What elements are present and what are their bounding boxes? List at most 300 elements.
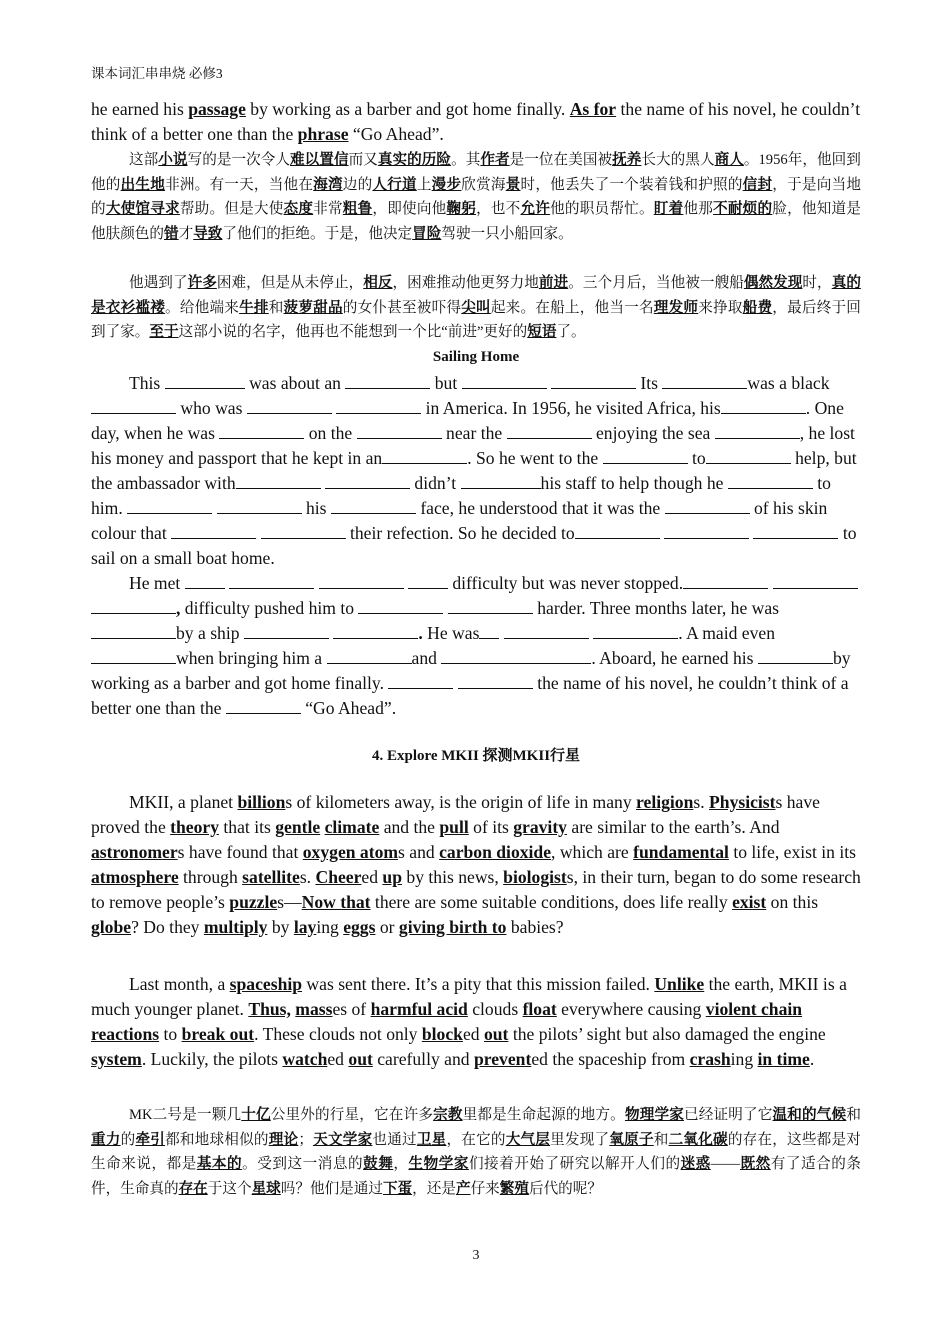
text-run: the pilots’ sight but also damaged the engine	[508, 1024, 826, 1044]
vocab-word: 重力	[91, 1131, 121, 1148]
text-run: 来挣取	[698, 299, 743, 316]
text-run: 驾驶一只小船回家。	[441, 225, 573, 242]
text-run: . So he went to the	[467, 448, 603, 468]
vocab-word: 物理学家	[624, 1107, 684, 1123]
text-run: ，于是向当地的	[91, 176, 861, 217]
text-run: through	[178, 867, 243, 887]
text-run: difficulty but was never stopped.	[447, 573, 684, 593]
vocab-word: 氧原子	[609, 1131, 654, 1148]
text-run: 上	[416, 176, 432, 193]
text-run: ，最后终于回到了家。	[91, 299, 861, 340]
blank-field[interactable]	[127, 496, 212, 514]
blank-field[interactable]	[331, 496, 416, 514]
blank-field[interactable]	[551, 371, 636, 389]
vocab-word: prevent	[473, 1049, 532, 1069]
text-run: ed the spaceship from	[531, 1049, 690, 1069]
text-run: es of	[332, 999, 371, 1019]
vocab-word: 基本的	[196, 1156, 243, 1172]
text-run: help, but the ambassador with	[91, 448, 857, 493]
blank-field[interactable]	[575, 521, 660, 539]
vocab-word: 冒险	[412, 225, 442, 242]
text-run: 他遇到了	[129, 275, 188, 291]
text-run: s have proved the	[91, 792, 820, 837]
mkii-english-paragraph-1	[91, 790, 861, 940]
text-run: s.	[299, 867, 316, 887]
text-run: harder. Three months later, he was	[532, 598, 780, 618]
blank-field[interactable]	[683, 571, 768, 589]
text-run: in America. In 1956, he visited Africa, his	[421, 398, 721, 418]
vocab-word: 宗教	[433, 1107, 463, 1123]
text-run: enjoying the sea	[591, 423, 715, 443]
text-run: by working as a barber and got home finally.	[91, 648, 851, 693]
text-run: ed	[327, 1049, 349, 1069]
text-run: 也通过	[372, 1131, 417, 1148]
vocab-word: billion	[237, 792, 286, 812]
vocab-word: float	[522, 999, 557, 1019]
text-run: s, in their turn, began to do some research to remove people’s	[91, 867, 861, 912]
vocab-word: passage	[188, 99, 246, 119]
vocab-word: 下蛋	[382, 1180, 413, 1197]
text-run: s.	[693, 792, 710, 812]
text-run: 了。	[556, 324, 586, 340]
vocab-word: 景	[505, 176, 521, 193]
text-run: the name of his novel, he couldn’t think of a better one than the	[91, 99, 861, 144]
blank-field[interactable]	[664, 521, 749, 539]
blank-field[interactable]	[261, 521, 346, 539]
text-run: who was	[176, 398, 247, 418]
text-run: difficulty pushed him to	[180, 598, 359, 618]
vocab-word: pull	[439, 817, 469, 837]
text-run: 。三个月后，当他被一艘船	[568, 275, 744, 291]
vocab-word: phrase	[297, 124, 349, 144]
vocab-word: 船费	[742, 299, 773, 316]
blank-field[interactable]	[217, 496, 302, 514]
mkii-english-paragraph-2	[91, 972, 861, 1072]
vocab-word: gentle	[275, 817, 321, 837]
blank-field[interactable]	[357, 421, 442, 439]
text-run: their refection. So he decided to	[345, 523, 575, 543]
text-run: 这部小说的名字，他再也不能想到一个比“前进”更好的	[178, 324, 528, 340]
vocab-word: 存在	[178, 1180, 208, 1197]
text-run: was a black	[747, 373, 830, 393]
blank-field[interactable]	[333, 621, 418, 639]
blank-field[interactable]	[758, 646, 833, 664]
text-run: , which are	[551, 842, 634, 862]
text-run: . Luckily, the pilots	[141, 1049, 283, 1069]
vocab-word: 抚养	[612, 152, 642, 168]
blank-field[interactable]	[715, 421, 800, 439]
text-run: ，	[393, 1156, 409, 1172]
page-number: 3	[472, 1248, 480, 1263]
vocab-word: biologist	[503, 867, 567, 887]
text-run: He was	[422, 623, 480, 643]
text-run: ing	[316, 917, 344, 937]
text-run: 非洲。有一天，当他在	[165, 176, 314, 193]
blank-field[interactable]	[706, 446, 791, 464]
vocab-word: out	[483, 1024, 509, 1044]
vocab-word: satellite	[242, 867, 300, 887]
text-run: there are some suitable conditions, does life really	[370, 892, 733, 912]
text-run: 起来。在船上，他当一名	[490, 299, 654, 316]
vocab-word: 偶然发现	[743, 275, 803, 291]
blank-field[interactable]	[665, 496, 750, 514]
text-run: 而又	[348, 152, 378, 168]
vocab-word: 许多	[187, 275, 217, 291]
vocab-word: fundamental	[633, 842, 729, 862]
blank-field[interactable]	[345, 371, 430, 389]
text-run: ，还是	[412, 1180, 456, 1197]
story-chinese-paragraph-2	[91, 271, 861, 345]
vocab-word: As for	[569, 99, 617, 119]
text-run: by this news,	[402, 867, 504, 887]
text-run: ——	[710, 1156, 740, 1172]
vocab-word: crash	[689, 1049, 731, 1069]
text-run: 和	[846, 1107, 861, 1123]
text-run: the earth, MKII is a much younger planet.	[91, 974, 847, 1019]
blank-field[interactable]	[244, 621, 329, 639]
vocab-word: 盯着	[653, 201, 684, 217]
mkii-chinese-paragraph	[91, 1103, 861, 1201]
blank-field[interactable]	[325, 471, 410, 489]
text-run: 和	[653, 1131, 669, 1148]
text-run: didn’t	[410, 473, 461, 493]
text-run: 帮助。但是大使	[179, 201, 284, 217]
blank-field[interactable]	[219, 421, 304, 439]
vocab-word: giving birth to	[398, 917, 507, 937]
vocab-word: astronomer	[91, 842, 178, 862]
text-run: . Aboard, he earned his	[591, 648, 758, 668]
blank-field[interactable]	[461, 471, 541, 489]
text-run: 了他们的拒绝。于是，他决定	[222, 225, 413, 242]
vocab-word: climate	[324, 817, 380, 837]
blank-field[interactable]	[388, 671, 453, 689]
text-run: and the	[379, 817, 440, 837]
text-run: on the	[304, 423, 357, 443]
text-run: “Go Ahead”.	[300, 698, 397, 718]
blank-field[interactable]	[91, 596, 176, 614]
vocab-word: Cheer	[315, 867, 362, 887]
vocab-word: lay	[293, 917, 317, 937]
blank-field[interactable]	[662, 371, 747, 389]
vocab-word: 鼓舞	[363, 1156, 394, 1172]
text-run: .	[809, 1049, 815, 1069]
vocab-word: 不耐烦的	[713, 201, 773, 217]
vocab-word: 生物学家	[408, 1156, 469, 1172]
vocab-word: violent chain reactions	[91, 999, 803, 1044]
text-run: MK二号是一颗几	[129, 1107, 242, 1123]
vocab-word: Physicist	[709, 792, 776, 812]
blank-field[interactable]	[603, 446, 688, 464]
text-run: ，在它的	[446, 1131, 506, 1148]
vocab-word: 短语	[527, 324, 557, 340]
vocab-word: 十亿	[241, 1107, 271, 1123]
blank-field[interactable]	[441, 646, 591, 664]
text-run: This	[129, 373, 165, 393]
text-run: 时，他丢失了一个装着钱和护照的	[520, 176, 743, 193]
blank-field[interactable]	[247, 396, 332, 414]
vocab-word: 粗鲁	[342, 201, 373, 217]
vocab-word: 小说	[158, 152, 188, 168]
vocab-word: 既然	[739, 1156, 771, 1172]
text-run: of its	[468, 817, 514, 837]
text-run: 已经证明了它	[683, 1107, 773, 1123]
text-run: . These clouds not only	[254, 1024, 422, 1044]
vocab-word: 大气层	[505, 1131, 551, 1148]
text-run: 有了适合的条件，生命真的	[91, 1156, 861, 1197]
vocab-word: 海湾	[313, 176, 343, 193]
blank-field[interactable]	[319, 571, 404, 589]
cloze-paragraph-2	[91, 571, 861, 721]
vocab-word: Thus,	[248, 999, 291, 1019]
vocab-word: harmful acid	[370, 999, 468, 1019]
text-run: but	[430, 373, 462, 393]
blank-field[interactable]	[336, 396, 421, 414]
vocab-word: exist	[732, 892, 767, 912]
text-run: are similar to the earth’s. And	[566, 817, 780, 837]
text-run: 才	[178, 225, 194, 242]
vocab-word: 商人	[714, 152, 744, 168]
text-run: 和	[268, 299, 284, 316]
text-run: 后代的呢？	[528, 1180, 602, 1197]
text-run: MKII, a planet	[129, 792, 238, 812]
text-run: 长大的黑人	[641, 152, 715, 168]
blank-field[interactable]	[479, 621, 499, 639]
text-run: that its	[219, 817, 276, 837]
vocab-word: system	[91, 1049, 142, 1069]
vocab-word: 天文学家	[312, 1131, 373, 1148]
text-run: everywhere causing	[556, 999, 706, 1019]
text-run: 的	[120, 1131, 136, 1148]
text-run: 欣赏海	[461, 176, 506, 193]
text-run: He met	[129, 573, 185, 593]
blank-field[interactable]	[593, 621, 678, 639]
text-run: 这部	[129, 152, 159, 168]
vocab-word: 产	[455, 1180, 471, 1197]
blank-field[interactable]	[165, 371, 245, 389]
text-run: clouds	[467, 999, 523, 1019]
vocab-word: 漫步	[431, 176, 462, 193]
text-run: by working as a barber and got home finally.	[245, 99, 570, 119]
vocab-word: eggs	[343, 917, 376, 937]
vocab-word: 理发师	[653, 299, 699, 316]
text-run: to him.	[91, 473, 831, 518]
vocab-word: puzzle	[229, 892, 278, 912]
text-run: the name of his novel, he couldn’t think of a better one than the	[91, 673, 849, 718]
story-chinese-paragraph-1	[91, 148, 861, 246]
text-run: 是一位在美国被	[509, 152, 613, 168]
blank-field[interactable]	[753, 521, 838, 539]
text-run: . A maid even	[678, 623, 775, 643]
text-run: 的女仆甚至被吓得	[342, 299, 462, 316]
blank-field[interactable]	[448, 596, 533, 614]
text-run: ，即使向他	[372, 201, 447, 217]
blank-field[interactable]	[236, 471, 321, 489]
text-run: or	[375, 917, 399, 937]
text-run: to	[687, 448, 706, 468]
vocab-word: religion	[636, 792, 694, 812]
vocab-word: 迷惑	[680, 1156, 711, 1172]
text-run: near the	[441, 423, 507, 443]
text-run: by	[267, 917, 294, 937]
text-run: Its	[636, 373, 663, 393]
text-run: ；	[298, 1131, 313, 1148]
vocab-word: 态度	[283, 201, 314, 217]
blank-field[interactable]	[91, 621, 176, 639]
vocab-word: 鞠躬	[446, 201, 477, 217]
blank-field[interactable]	[91, 646, 176, 664]
vocab-word: .	[418, 623, 423, 643]
text-run: “Go Ahead”.	[348, 124, 444, 144]
text-run: was sent there. It’s a pity that this mission failed.	[302, 974, 655, 994]
vocab-word: 作者	[480, 152, 510, 168]
vocab-word: mass	[295, 999, 333, 1019]
blank-field[interactable]	[327, 646, 412, 664]
vocab-word: 大使馆寻求	[105, 201, 180, 217]
text-run: 于这个	[207, 1180, 252, 1197]
text-run: s—	[277, 892, 302, 912]
text-run: 困难，但是从未停止，	[216, 275, 364, 291]
running-header: 课本词汇串串烧 必修3	[91, 66, 223, 81]
vocab-word: atmosphere	[91, 867, 179, 887]
vocab-word: up	[382, 867, 402, 887]
text-run: Last month, a	[129, 974, 230, 994]
text-run: ed	[462, 1024, 484, 1044]
vocab-word: carbon dioxide	[439, 842, 552, 862]
vocab-word: 人行道	[372, 176, 417, 193]
text-run: ，困难推动他更努力地	[392, 275, 539, 291]
text-run: 仔来	[470, 1180, 500, 1197]
text-run: 。受到这一消息的	[242, 1156, 364, 1172]
blank-field[interactable]	[458, 671, 533, 689]
text-run: face, he understood that it was the	[415, 498, 665, 518]
vocab-word: 信封	[742, 176, 773, 193]
vocab-word: 牵引	[135, 1131, 166, 1148]
text-run: 里都是生命起源的地方。	[462, 1107, 625, 1123]
vocab-word: 难以置信	[290, 152, 349, 168]
text-run: on this	[766, 892, 819, 912]
text-run: 们接着开始了研究以解开人们的	[468, 1156, 681, 1172]
vocab-word: 真实的历险	[377, 152, 452, 168]
vocab-word: ,	[176, 598, 181, 618]
text-run: s and	[398, 842, 440, 862]
blank-field[interactable]	[773, 571, 858, 589]
text-run: carefully and	[372, 1049, 474, 1069]
vocab-word: 菠萝甜品	[283, 299, 343, 316]
text-run: his staff to help though he	[540, 473, 728, 493]
vocab-word: 允许	[520, 201, 551, 217]
text-run: to life, exist in its	[728, 842, 856, 862]
vocab-word: gravity	[513, 817, 567, 837]
text-run: babies?	[506, 917, 564, 937]
text-run: of his skin colour that	[91, 498, 828, 543]
vocab-word: 真的是衣衫褴褛	[91, 275, 861, 316]
vocab-word: oxygen atom	[302, 842, 399, 862]
blank-field[interactable]	[171, 521, 256, 539]
text-run: ? Do they	[131, 917, 204, 937]
blank-field[interactable]	[507, 421, 592, 439]
text-run: ed	[361, 867, 383, 887]
blank-field[interactable]	[91, 396, 176, 414]
text-run: 公里外的行星，它在许多	[270, 1107, 434, 1123]
text-run: 他那	[683, 201, 714, 217]
blank-field[interactable]	[728, 471, 813, 489]
text-run: his	[301, 498, 331, 518]
vocab-word: block	[421, 1024, 463, 1044]
cloze-paragraph-1	[91, 371, 861, 571]
text-run: 的存在，这些都是对生命来说，都是	[91, 1131, 861, 1172]
vocab-word: 理论	[268, 1131, 299, 1148]
vocab-word: in time	[757, 1049, 810, 1069]
blank-field[interactable]	[358, 596, 443, 614]
vocab-word: 导致	[193, 225, 223, 242]
text-run: 边的	[342, 176, 373, 193]
vocab-word: 至于	[149, 324, 179, 340]
blank-field[interactable]	[185, 571, 225, 589]
blank-field[interactable]	[382, 446, 467, 464]
text-run: he earned his	[91, 99, 189, 119]
text-run: 写的是一次令人	[187, 152, 291, 168]
text-run: 里发现了	[550, 1131, 610, 1148]
vocab-word: 繁殖	[499, 1180, 529, 1197]
text-run: was about an	[244, 373, 346, 393]
story-english-tail	[91, 97, 861, 147]
text-run: , he lost his money and passport that he kept in an	[91, 423, 855, 468]
text-run: ，也不	[476, 201, 521, 217]
text-run: to sail on a small boat home.	[91, 523, 857, 568]
vocab-word: 温和的气候	[772, 1107, 847, 1123]
vocab-word: watch	[282, 1049, 328, 1069]
sailing-home-title: Sailing Home	[432, 349, 520, 365]
text-run: . One day, when he was	[91, 398, 844, 443]
text-run: 非常	[313, 201, 343, 217]
text-run: 他的职员帮忙。	[550, 201, 654, 217]
blank-field[interactable]	[504, 621, 589, 639]
section-4-title: 4. Explore MKII 探测MKII行星	[371, 748, 581, 764]
text-run: 都和地球相似的	[165, 1131, 269, 1148]
vocab-word: Now that	[301, 892, 371, 912]
blank-field[interactable]	[229, 571, 314, 589]
text-run: 。其	[451, 152, 481, 168]
vocab-word: 二氧化碳	[668, 1131, 728, 1148]
blank-field[interactable]	[462, 371, 547, 389]
vocab-word: theory	[170, 817, 220, 837]
text-run: 吗？他们是通过	[280, 1180, 383, 1197]
text-run: to	[159, 1024, 182, 1044]
vocab-word: Unlike	[654, 974, 705, 994]
vocab-word: spaceship	[229, 974, 303, 994]
text-run: when bringing him a	[176, 648, 327, 668]
vocab-word: 尖叫	[461, 299, 491, 316]
blank-field[interactable]	[226, 696, 301, 714]
vocab-word: 前进	[538, 275, 569, 291]
vocab-word: 牛排	[239, 299, 269, 316]
text-run: s have found that	[177, 842, 303, 862]
vocab-word: 相反	[363, 275, 393, 291]
text-run: 脸，他知道是他肤颜色的	[91, 201, 861, 242]
blank-field[interactable]	[721, 396, 806, 414]
text-run: 。1956年，他回到他的	[91, 152, 861, 193]
vocab-word: multiply	[203, 917, 268, 937]
blank-field[interactable]	[408, 571, 448, 589]
text-run: ing	[730, 1049, 758, 1069]
vocab-word: out	[348, 1049, 373, 1069]
vocab-word: break out	[181, 1024, 255, 1044]
text-run: s of kilometers away, is the origin of life in many	[285, 792, 637, 812]
vocab-word: 错	[163, 225, 179, 242]
text-run: 时，	[802, 275, 832, 291]
text-run: and	[411, 648, 442, 668]
vocab-word: 出生地	[120, 176, 166, 193]
